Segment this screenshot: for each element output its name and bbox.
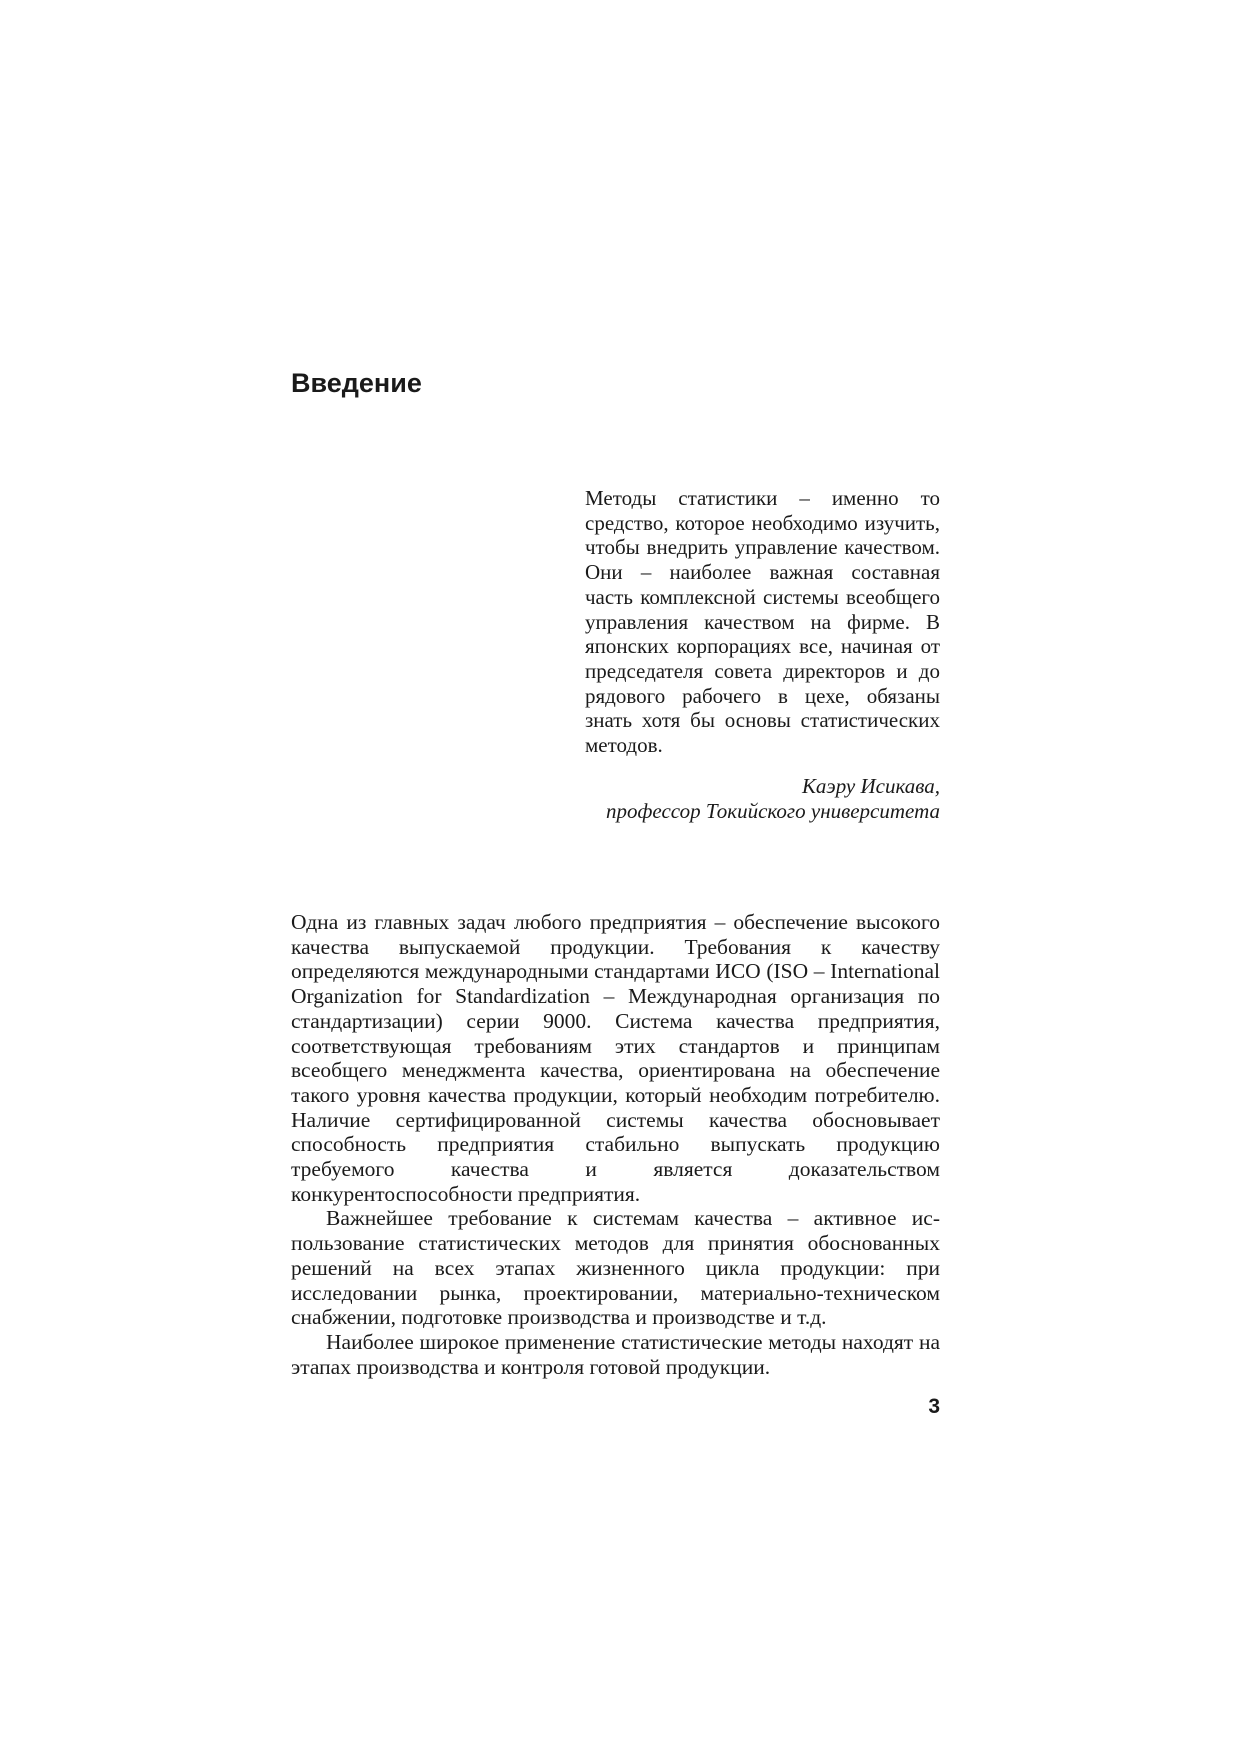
body-text bbox=[291, 910, 940, 1379]
epigraph-attribution bbox=[585, 774, 940, 824]
page-number: 3 bbox=[928, 1395, 940, 1418]
paragraph: Важнейшее требование к системам качества – активное использование статистических методов для принятия обоснованных решений на всех этапах жизненного цикла продукции: при исследовании рынка, проектировании, материально-техническом снабжении, подготовке производства и производстве и т.д. bbox=[291, 1206, 940, 1330]
epigraph-quote: Методы статистики – именно то средство, которое необходимо изучить, чтобы внедрить управление качеством. Они – наиболее важная составная часть комплексной системы всеобщего управления качеством на фирме. В японских корпорациях все, начиная от председателя совета директоров и до рядового рабочего в цехе, обязаны знать хотя бы основы статистических методов. bbox=[585, 486, 940, 758]
epigraph bbox=[585, 486, 940, 824]
epigraph-author-title: профессор Токийского университета bbox=[606, 798, 940, 823]
chapter-title: Введение bbox=[291, 368, 422, 398]
paragraph: Наиболее широкое применение статистические методы находят на этапах производства и контроля готовой продукции. bbox=[291, 1329, 940, 1379]
paragraph: Одна из главных задач любого предприятия – обеспечение высокого качества выпускаемой продукции. Требования к качеству определяются международными стандартами ИСО (ISO – International Organization for Standardization – Международная организация по стандартизации) серии 9000. Система качества предприятия, соответствующая требованиям этих стандартов и принципам всеобщего менеджмента качества, ориентирована на обеспечение такого уровня качества продукции, который необходим потребителю. Наличие сертифицированной системы качества обосновывает способность предприятия стабильно выпускать продукцию требуемого качества и является доказательством конкурентоспособности предприятия. bbox=[291, 910, 940, 1206]
epigraph-author: Каэру Исикава, bbox=[801, 773, 940, 798]
